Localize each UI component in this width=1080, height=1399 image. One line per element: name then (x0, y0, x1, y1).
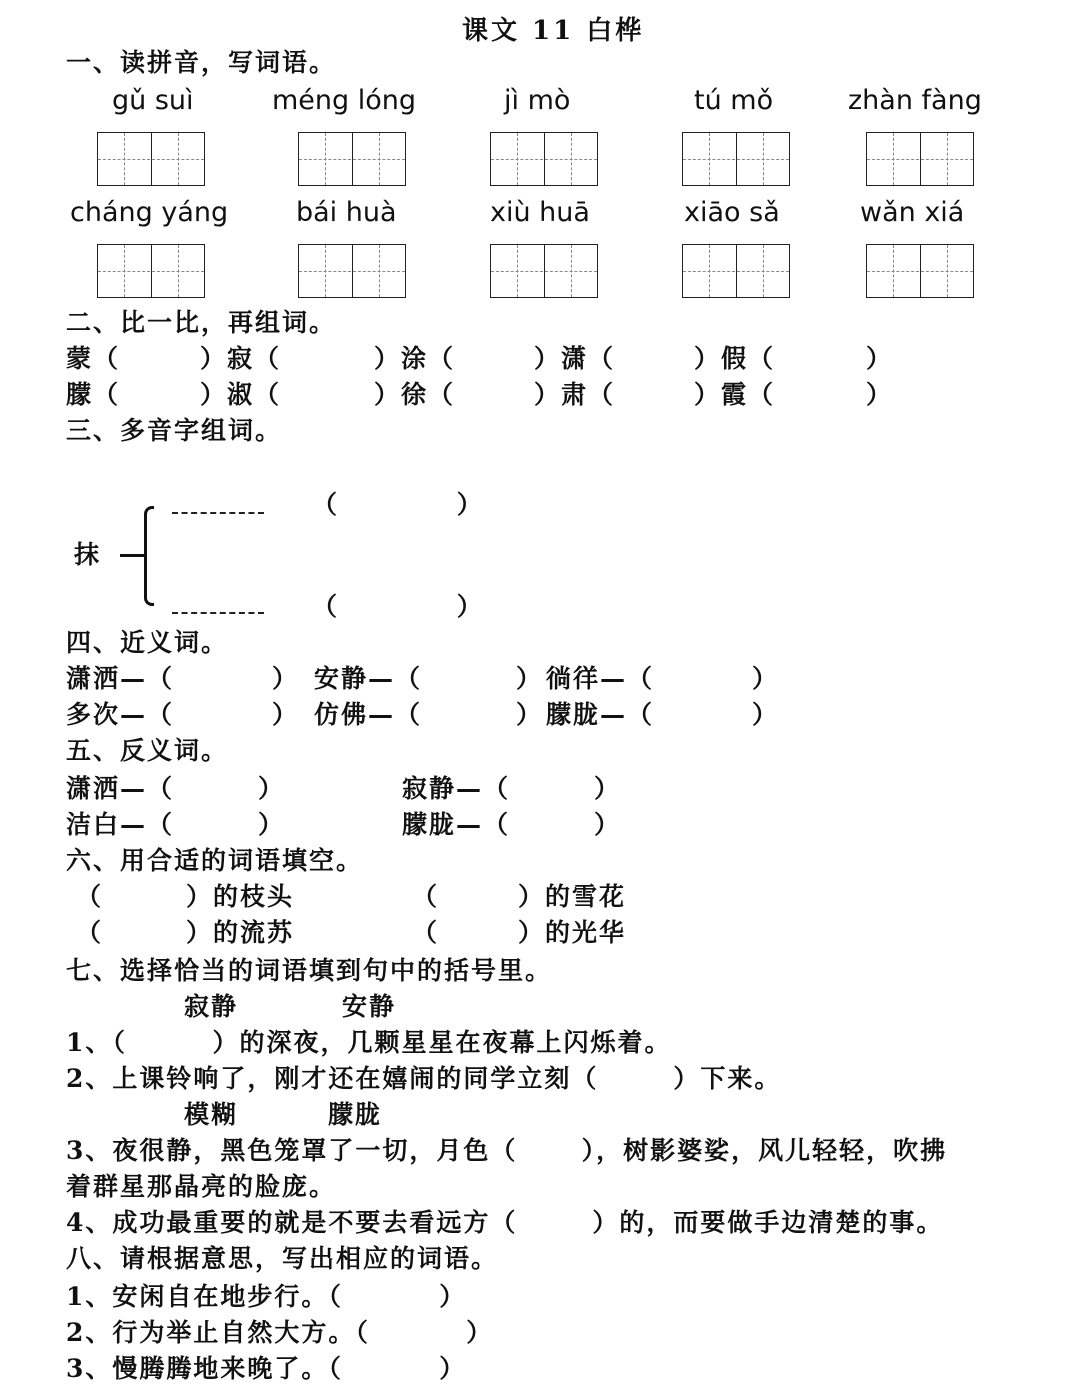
pinyin-2: méng lóng (272, 85, 417, 116)
sentence-1: 1、（ ）的深夜，几颗星星在夜幕上闪烁着。 (66, 1028, 672, 1057)
meaning-1: 1、安闲自在地步行。（ ） (66, 1282, 467, 1311)
compare-item: ）霞（ (694, 380, 776, 409)
synonym-item: 潇洒—（ (66, 664, 175, 693)
section-1-heading: 一、读拼音，写词语。 (66, 48, 337, 77)
section-4-heading: 四、近义词。 (66, 628, 229, 657)
writing-grid[interactable] (866, 244, 974, 298)
sentence-2: 2、上课铃响了，刚才还在嬉闹的同学立刻（ ）下来。 (66, 1064, 782, 1093)
writing-grid[interactable] (298, 244, 406, 298)
sentence-3-cont: 着群星那晶亮的脸庞。 (66, 1172, 337, 1201)
pinyin-8: xiù huā (490, 197, 590, 228)
antonym-item: 洁白—（ (66, 810, 175, 839)
fill-item: ）的枝头 (186, 882, 295, 911)
compare-item: ）涂（ (374, 344, 456, 373)
fill-item: （ (76, 918, 104, 947)
synonym-item: ） (516, 664, 544, 693)
compare-item: 朦（ (66, 380, 121, 409)
antonym-item: ） (594, 774, 622, 803)
antonym-item: 朦胧—（ (402, 810, 511, 839)
fill-item: （ (412, 918, 440, 947)
polyphone-char: 抹 (74, 540, 102, 569)
writing-grid[interactable] (490, 244, 598, 298)
synonym-item: ） (272, 700, 300, 729)
choice-word: 模糊 (184, 1100, 239, 1129)
synonym-item: ） (752, 700, 780, 729)
synonym-item: ） (516, 700, 544, 729)
compare-item: ） (866, 380, 894, 409)
compare-item: ）肃（ (534, 380, 616, 409)
antonym-item: ） (258, 810, 286, 839)
writing-grid[interactable] (682, 132, 790, 186)
synonym-item: 仿佛—（ (314, 700, 423, 729)
writing-grid[interactable] (490, 132, 598, 186)
fill-item: ）的光华 (518, 918, 627, 947)
sentence-3: 3、夜很静，黑色笼罩了一切，月色（ ），树影婆娑，风儿轻轻，吹拂 (66, 1136, 948, 1165)
section-7-heading: 七、选择恰当的词语填到句中的括号里。 (66, 956, 553, 985)
compare-item: ）淑（ (200, 380, 282, 409)
word-blank[interactable]: （ ） (312, 490, 484, 519)
antonym-item: 寂静—（ (402, 774, 511, 803)
bracket-stem (120, 554, 146, 557)
writing-grid[interactable] (866, 132, 974, 186)
pinyin-4: tú mǒ (694, 85, 774, 116)
antonym-item: ） (258, 774, 286, 803)
pinyin-6: cháng yáng (70, 197, 229, 228)
fill-item: （ (412, 882, 440, 911)
word-blank[interactable]: （ ） (312, 592, 484, 621)
synonym-item: ） (272, 664, 300, 693)
writing-grid[interactable] (298, 132, 406, 186)
bracket-icon (144, 506, 154, 606)
compare-item: ）假（ (694, 344, 776, 373)
synonym-item: 徜徉—（ (546, 664, 655, 693)
pinyin-5: zhàn fàng (848, 85, 982, 116)
pinyin-blank[interactable] (172, 612, 264, 614)
page-title: 课文 11 白桦 (462, 16, 645, 46)
writing-grid[interactable] (97, 244, 205, 298)
compare-item: ）潇（ (534, 344, 616, 373)
writing-grid[interactable] (682, 244, 790, 298)
choice-word: 朦胧 (328, 1100, 383, 1129)
choice-word: 安静 (342, 992, 397, 1021)
fill-item: （ (76, 882, 104, 911)
synonym-item: ） (752, 664, 780, 693)
antonym-item: ） (594, 810, 622, 839)
synonym-item: 安静—（ (314, 664, 423, 693)
writing-grid[interactable] (97, 132, 205, 186)
meaning-2: 2、行为举止自然大方。（ ） (66, 1318, 494, 1347)
compare-item: ） (866, 344, 894, 373)
pinyin-blank[interactable] (172, 512, 264, 514)
choice-word: 寂静 (184, 992, 239, 1021)
compare-item: 蒙（ (66, 344, 121, 373)
section-2-heading: 二、比一比，再组词。 (66, 308, 337, 337)
compare-item: ）寂（ (200, 344, 282, 373)
section-6-heading: 六、用合适的词语填空。 (66, 846, 364, 875)
antonym-item: 潇洒—（ (66, 774, 175, 803)
pinyin-10: wǎn xiá (860, 197, 965, 228)
pinyin-9: xiāo sǎ (684, 197, 780, 228)
meaning-3: 3、慢腾腾地来晚了。（ ） (66, 1354, 467, 1383)
fill-item: ）的流苏 (186, 918, 295, 947)
pinyin-3: jì mò (504, 85, 571, 116)
compare-item: ）徐（ (374, 380, 456, 409)
synonym-item: 多次—（ (66, 700, 175, 729)
section-3-heading: 三、多音字组词。 (66, 416, 283, 445)
section-5-heading: 五、反义词。 (66, 736, 229, 765)
pinyin-7: bái huà (296, 197, 397, 228)
synonym-item: 朦胧—（ (546, 700, 655, 729)
pinyin-1: gǔ suì (112, 85, 194, 116)
section-8-heading: 八、请根据意思，写出相应的词语。 (66, 1244, 499, 1273)
sentence-4: 4、成功最重要的就是不要去看远方（ ）的，而要做手边清楚的事。 (66, 1208, 944, 1237)
fill-item: ）的雪花 (518, 882, 627, 911)
